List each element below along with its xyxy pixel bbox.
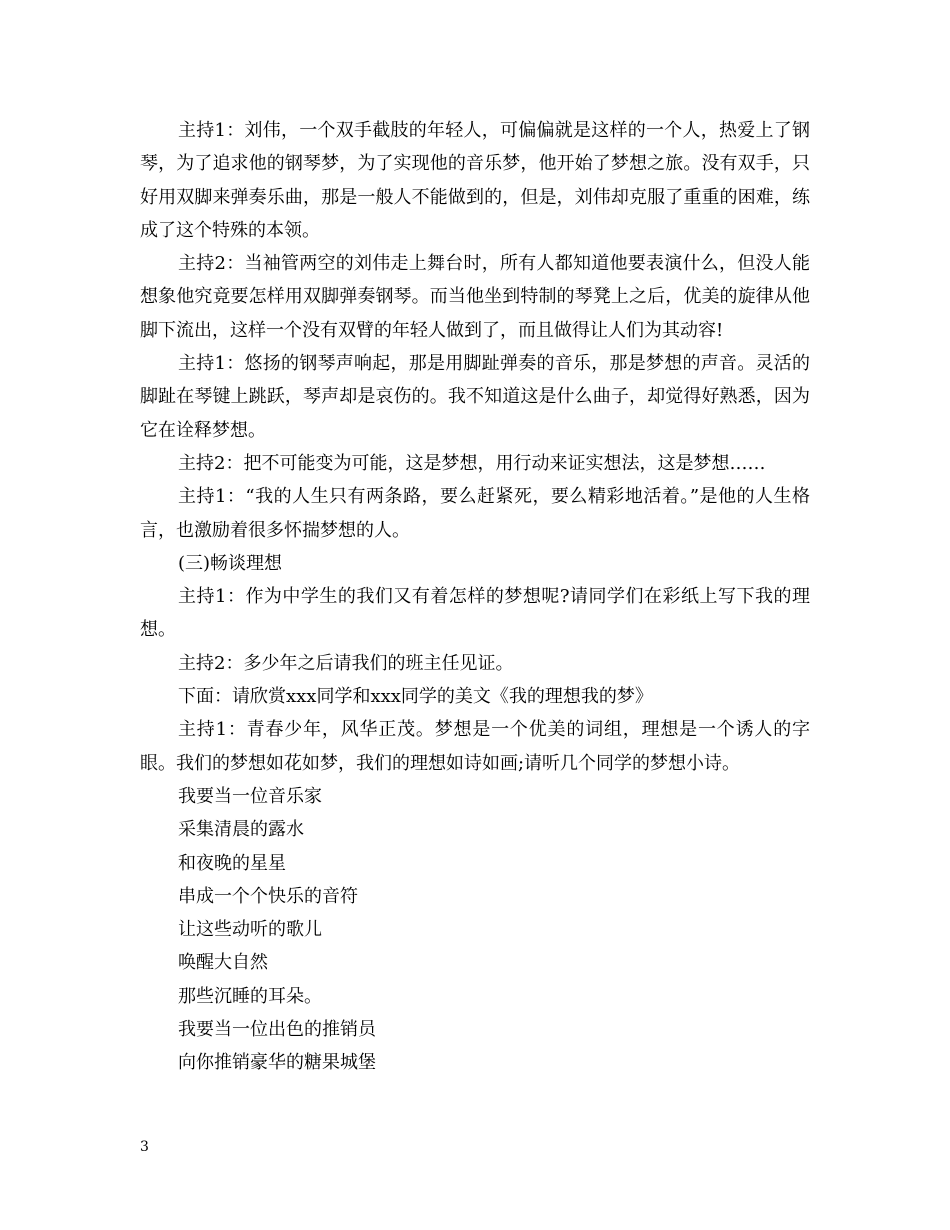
paragraph-host1-youth: 主持1：青春少年，风华正茂。梦想是一个优美的词组，理想是一个诱人的字眼。我们的梦想如花如梦，我们的理想如诗如画;请听几个同学的梦想小诗。 [140,719,810,774]
poem-line: 和夜晚的星星 [178,852,286,874]
poem-line: 串成一个个快乐的音符 [178,885,358,907]
poem-line: 那些沉睡的耳朵。 [178,985,322,1007]
poem-line: 向你推销豪华的糖果城堡 [178,1052,376,1074]
paragraph-essay-intro: 下面：请欣赏xxx同学和xxx同学的美文《我的理想我的梦》 [178,686,653,708]
page-number: 3 [140,1139,149,1155]
poem-line: 我要当一位出色的推销员 [178,1019,376,1041]
paragraph-host2-teacher: 主持2：多少年之后请我们的班主任见证。 [178,652,514,674]
section-heading: (三)畅谈理想 [178,552,283,574]
paragraph-host2-stage: 主持2：当袖管两空的刘伟走上舞台时，所有人都知道他要表演什么，但没人能想象他究竟要怎样用双脚弹奏钢琴。而当他坐到特制的琴凳上之后，优美的旋律从他脚下流出，这样一个没有双臂的年轻人做到了，而且做得让人们为其动容! [140,253,810,341]
paragraph-host2-impossible: 主持2：把不可能变为可能，这是梦想，用行动来证实想法，这是梦想…… [178,452,766,474]
paragraph-host1-liuwei: 主持1：刘伟，一个双手截肢的年轻人，可偏偏就是这样的一个人，热爱上了钢琴，为了追求他的钢琴梦，为了实现他的音乐梦，他开始了梦想之旅。没有双手，只好用双脚来弹奏乐曲，那是一般人不能做到的，但是，刘伟却克服了重重的困难，练成了这个特殊的本领。 [140,120,810,241]
poem-line: 让这些动听的歌儿 [178,919,322,941]
document-body [140,114,810,1080]
poem-line: 采集清晨的露水 [178,819,304,841]
paragraph-host1-students: 主持1：作为中学生的我们又有着怎样的梦想呢?请同学们在彩纸上写下我的理想。 [140,586,810,641]
paragraph-host1-piano: 主持1：悠扬的钢琴声响起，那是用脚趾弹奏的音乐，那是梦想的声音。灵活的脚趾在琴键上跳跃，琴声却是哀伤的。我不知道这是什么曲子，却觉得好熟悉，因为它在诠释梦想。 [140,353,810,441]
poem-line: 我要当一位音乐家 [178,785,322,807]
paragraph-host1-motto: 主持1：“我的人生只有两条路，要么赶紧死，要么精彩地活着。”是他的人生格言，也激励着很多怀揣梦想的人。 [140,486,810,541]
poem-line: 唤醒大自然 [178,952,268,974]
